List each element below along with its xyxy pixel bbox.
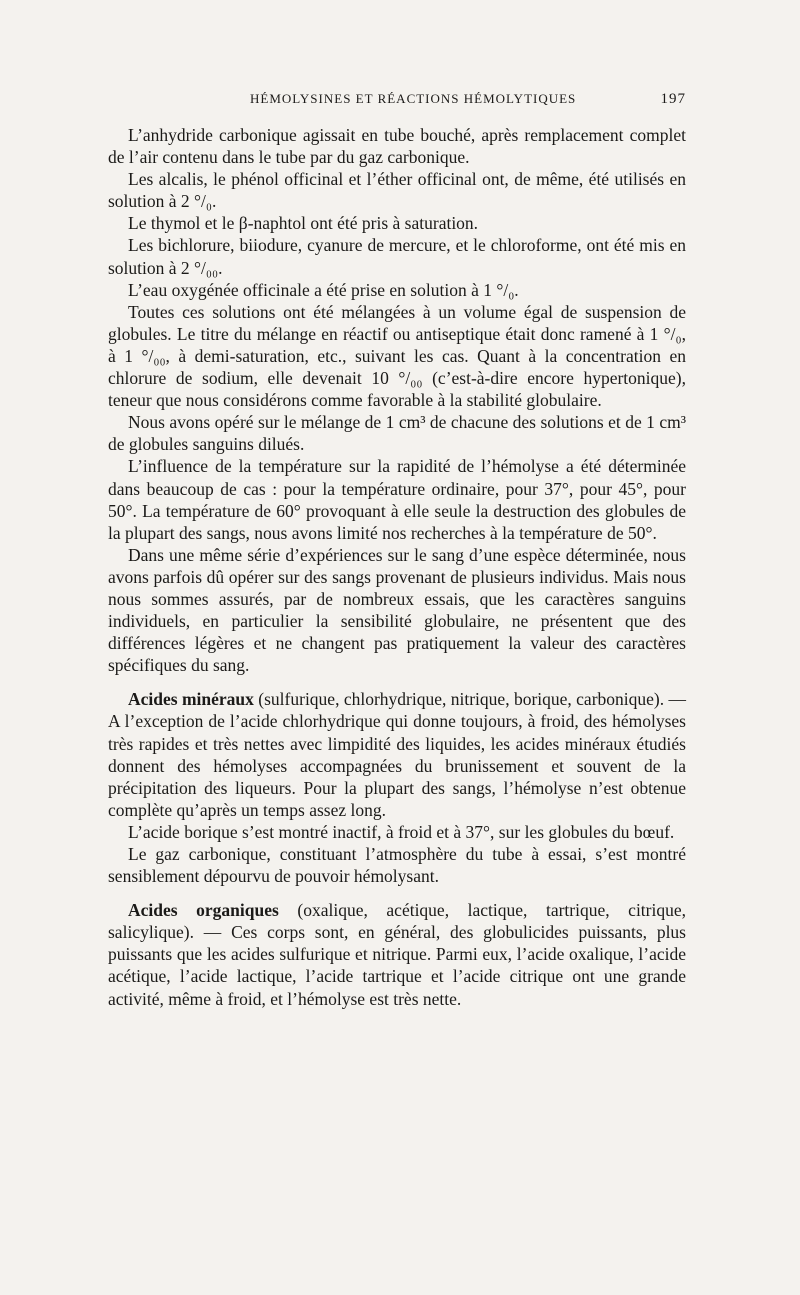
running-title: HÉMOLYSINES ET RÉACTIONS HÉMOLYTIQUES bbox=[250, 91, 577, 106]
paragraph: Le thymol et le β-naphtol ont été pris à saturation. bbox=[128, 213, 479, 234]
paragraph: Nous avons opéré sur le mélange de 1 cm³ de chacune des solutions et de 1 cm³ de globules sanguins dilués. bbox=[108, 412, 686, 455]
body-text bbox=[108, 124, 686, 1010]
section-text: (oxalique, acétique, lactique, tartrique, citrique, salicylique). — Ces corps sont, en général, des globulicides puissants, plus puissants que les acides sulfurique et nitrique. Parmi eux, l’acide oxalique, l’acide acétique, l’acide lactique, l’acide tartrique et l’acide citrique ont une grande activité, même à froid, et l’hémolyse est très nette. bbox=[108, 900, 687, 1009]
section-acides-organiques bbox=[108, 899, 686, 1009]
section-heading: Acides minéraux bbox=[128, 689, 254, 710]
page-number: 197 bbox=[660, 91, 686, 107]
paragraph: Toutes ces solutions ont été mélangées à un volume égal de suspension de globules. Le titre du mélange en réactif ou antiseptique était donc ramené à 1 °/₀, à 1 °/₀₀, à demi-saturation, etc., suivant les cas. Quant à la concentration en chlorure de sodium, elle devenait 10 °/₀₀ (c’est-à-dire encore hypertonique), teneur que nous considérons comme favorable à la stabilité globulaire. bbox=[108, 301, 686, 411]
paragraph: Le gaz carbonique, constituant l’atmosphère du tube à essai, s’est montré sensiblement dépourvu de pouvoir hémolysant. bbox=[108, 844, 686, 887]
page-header bbox=[108, 91, 686, 115]
paragraph: L’influence de la température sur la rapidité de l’hémolyse a été déterminée dans beaucoup de cas : pour la température ordinaire, pour 37°, pour 45°, pour 50°. La température de 60° provoquant à elle seule la destruction des globules de la plupart des sangs, nous avons limité nos recherches à la température de 50°. bbox=[108, 456, 686, 543]
paragraph: Dans une même série d’expériences sur le sang d’une espèce déterminée, nous avons parfois dû opérer sur des sangs provenant de plusieurs individus. Mais nous nous sommes assurés, par de nombreux essais, que les caractères sanguins individuels, en particulier la sensibilité globulaire, ne présentent que des différences légères et ne changent pas pratiquement la valeur des caractères spécifiques du sang. bbox=[108, 544, 686, 676]
section-acides-mineraux bbox=[108, 688, 686, 821]
section-heading: Acides organiques bbox=[128, 900, 279, 921]
paragraph: L’anhydride carbonique agissait en tube bouché, après remplacement complet de l’air contenu dans le tube par du gaz carbonique. bbox=[108, 125, 686, 168]
paragraph: Les alcalis, le phénol officinal et l’éther officinal ont, de même, été utilisés en solution à 2 °/₀. bbox=[108, 169, 686, 212]
paragraph: L’acide borique s’est montré inactif, à froid et à 37°, sur les globules du bœuf. bbox=[128, 821, 675, 842]
paragraph: Les bichlorure, biiodure, cyanure de mercure, et le chloroforme, ont été mis en solution à 2 °/₀₀. bbox=[108, 235, 686, 278]
paragraph: L’eau oxygénée officinale a été prise en solution à 1 °/₀. bbox=[128, 279, 519, 300]
section-text: (sulfurique, chlorhydrique, nitrique, borique, carbonique). — A l’exception de l’acide chlorhydrique qui donne toujours, à froid, des hémolyses très rapides et très nettes avec limpidité des liquides, les acides minéraux étudiés donnent des hémolyses accompagnées du brunissement et souvent de la précipitation des liqueurs. Pour la plupart des sangs, l’hémolyse n’est obtenue complète qu’après un temps assez long. bbox=[108, 689, 686, 820]
